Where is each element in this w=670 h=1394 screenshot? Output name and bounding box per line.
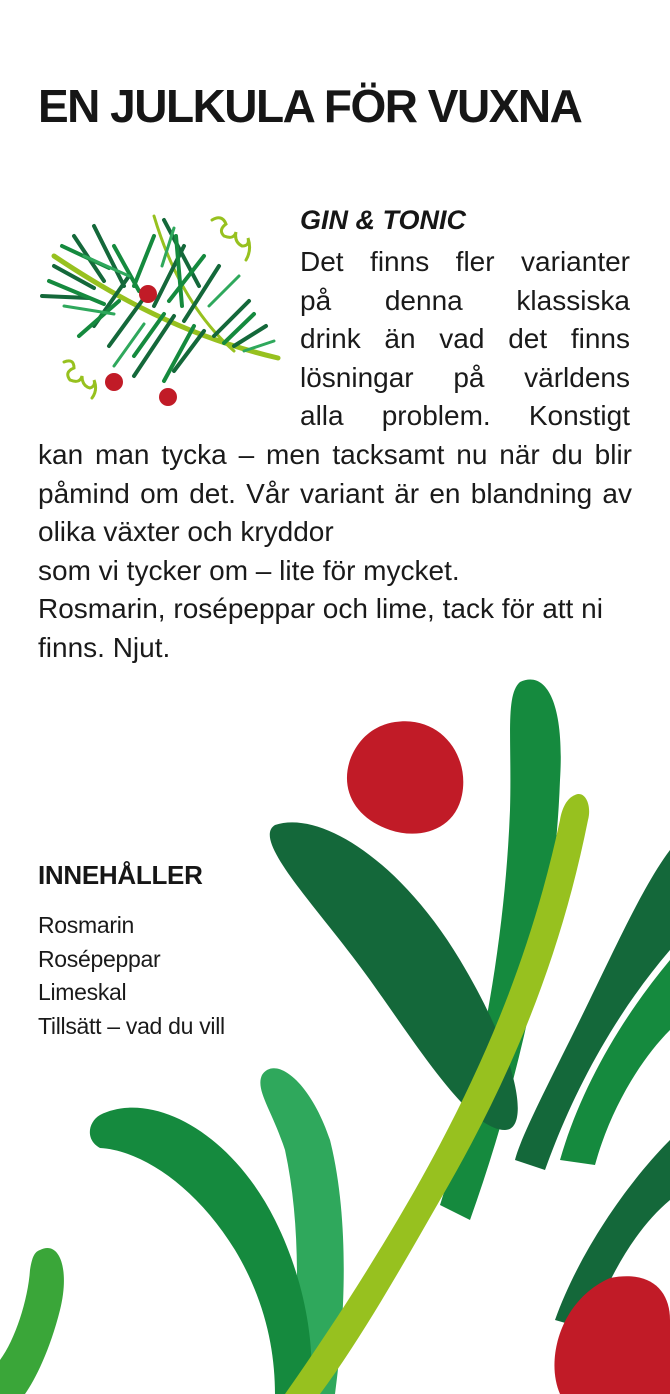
drink-name: GIN & TONIC: [300, 205, 467, 235]
list-item: Rosépeppar: [38, 945, 161, 972]
list-item: Tillsätt – vad du vill: [38, 1012, 225, 1039]
rosemary-sprig-illustration: [34, 206, 284, 426]
description-line: drink än vad det finns: [300, 323, 630, 354]
description-line: alla problem. Konstigt: [300, 400, 630, 431]
contents-heading: INNEHÅLLER: [38, 860, 203, 890]
description-paragraph: kan man tycka – men tacksamt nu när du blir påmind om det. Vår variant är en blandning av olika växter och kryddor: [38, 439, 632, 547]
description-line: Det finns fler varianter: [300, 246, 630, 277]
description-last-line: som vi tycker om – lite för mycket.: [38, 554, 460, 586]
drink-description-closing: Rosmarin, rosépeppar och lime, tack för att ni finns. Njut.: [38, 593, 603, 663]
list-item: Limeskal: [38, 979, 127, 1005]
description-line: lösningar på världens: [300, 361, 630, 393]
drink-description-side: [300, 243, 630, 436]
drink-description-main: [38, 436, 632, 590]
description-line: på denna klassiska: [300, 284, 630, 316]
ingredients-list: [38, 909, 225, 1043]
list-item: Rosmarin: [38, 912, 135, 938]
page-title: EN JULKULA FÖR VUXNA: [38, 80, 582, 132]
